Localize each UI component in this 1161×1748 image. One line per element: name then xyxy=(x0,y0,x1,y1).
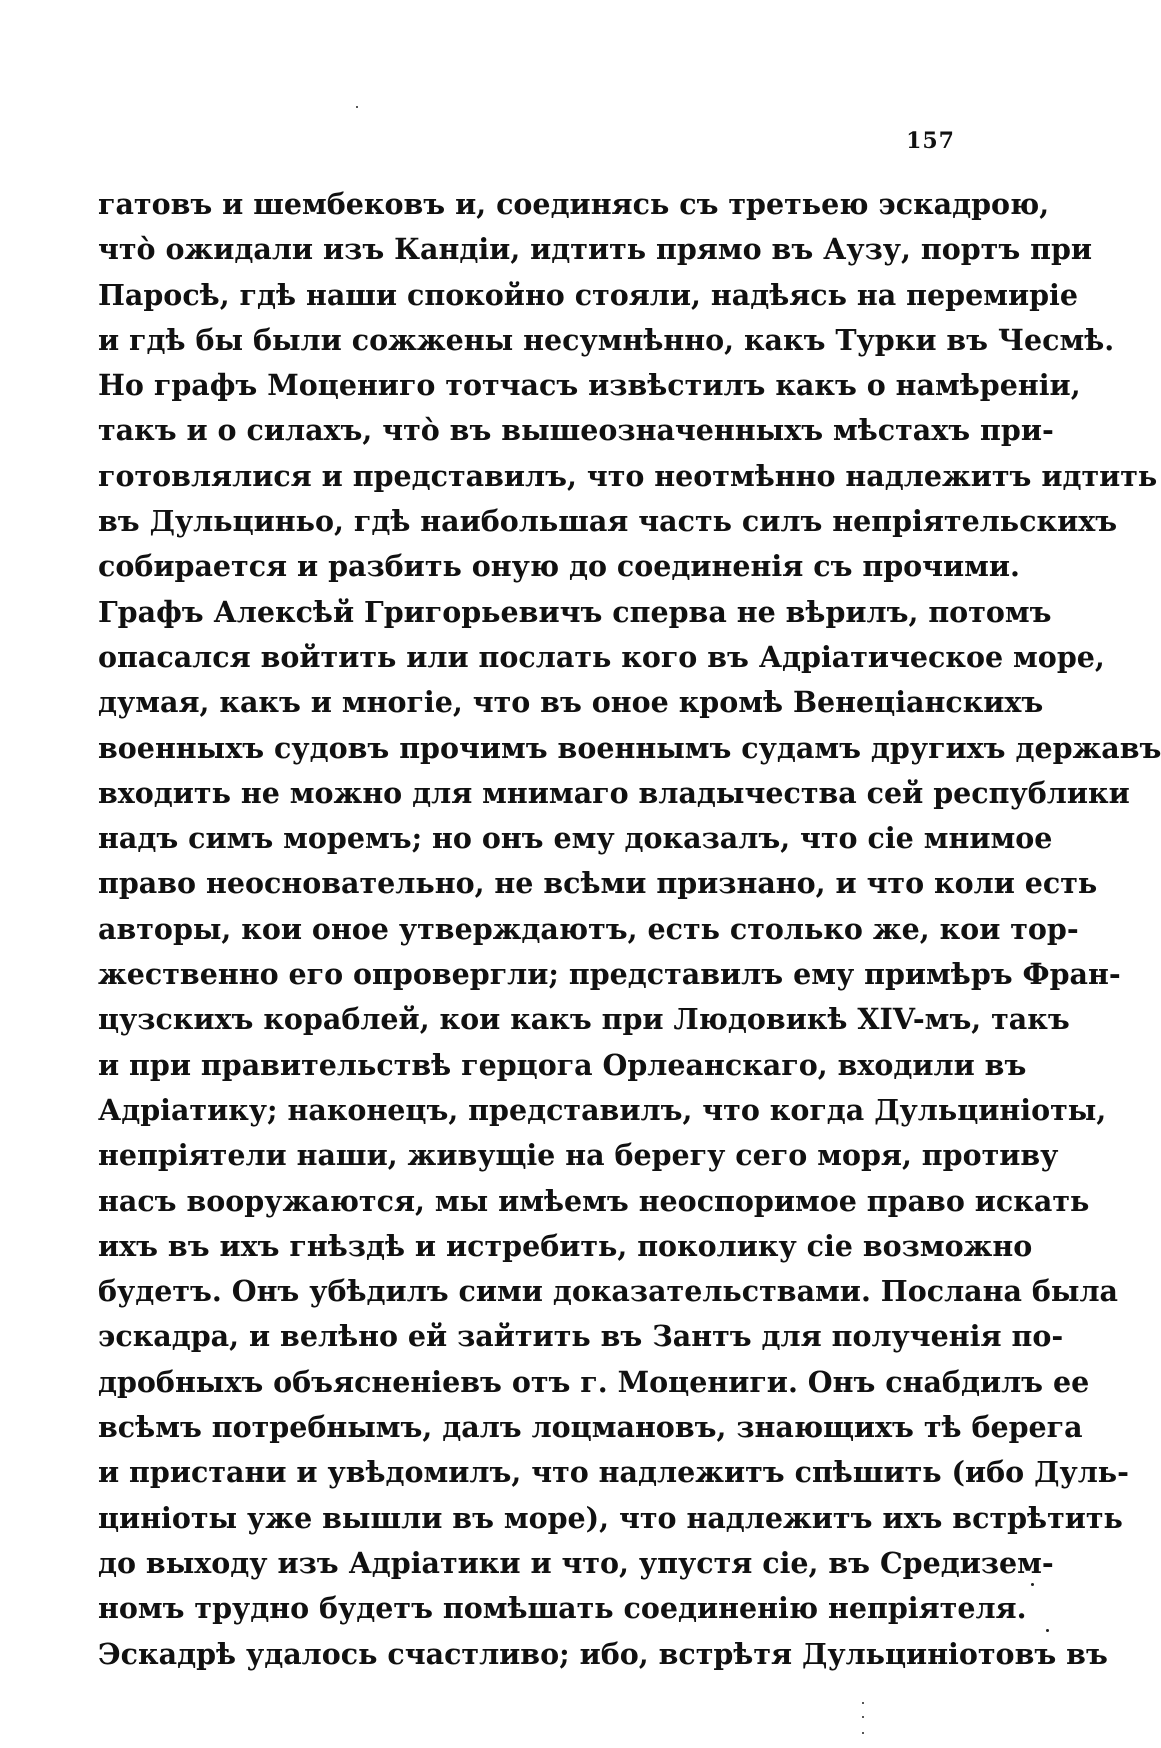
text-line: готовлялися и представилъ, что неотмѣнно надлежитъ идтить xyxy=(98,458,1158,493)
text-line: собирается и разбить оную до соединенія съ прочими. xyxy=(98,549,1020,584)
text-line: до выходу изъ Адріатики и что, упустя сіе, въ Средизем- xyxy=(98,1545,1054,1580)
text-line: будетъ. Онъ убѣдилъ сими доказательствами. Послана была xyxy=(98,1274,1119,1309)
text-line: Адріатику; наконецъ, представилъ, что когда Дульциніоты, xyxy=(98,1092,1107,1127)
text-line: Но графъ Моцениго тотчасъ извѣстилъ какъ о намѣреніи, xyxy=(98,368,1081,403)
text-line: непріятели наши, живущіе на берегу сего моря, противу xyxy=(98,1138,1059,1173)
text-line: гатовъ и шембековъ и, соединясь съ третьею эскадрою, xyxy=(98,187,1050,221)
scan-speck xyxy=(1046,1629,1049,1632)
body-text xyxy=(98,182,1161,1677)
text-line: цузскихъ кораблей, кои какъ при Людовикѣ XIV-мъ, такъ xyxy=(98,1002,1070,1037)
text-line: циніоты уже вышли въ море), что надлежитъ ихъ встрѣтить xyxy=(98,1500,1123,1535)
text-line: входить не можно для мнимаго владычества сей республики xyxy=(98,775,1130,810)
text-line: военныхъ судовъ прочимъ военнымъ судамъ другихъ державъ xyxy=(98,730,1161,765)
text-line: Эскадрѣ удалось счастливо; ибо, встрѣтя Дульциніотовъ въ xyxy=(98,1636,1108,1671)
text-line: всѣмъ потребнымъ, далъ лоцмановъ, знающихъ тѣ берега xyxy=(98,1410,1083,1445)
text-line: эскадра, и велѣно ей зайтить въ Зантъ для полученія по- xyxy=(98,1319,1064,1354)
text-line: ихъ въ ихъ гнѣздѣ и истребить, поколику сіе возможно xyxy=(98,1228,1033,1263)
text-line: Графъ Алексѣй Григорьевичъ сперва не вѣрилъ, потомъ xyxy=(98,594,1052,629)
text-line: и пристани и увѣдомилъ, что надлежитъ спѣшить (ибо Дуль- xyxy=(98,1455,1129,1490)
scan-speck xyxy=(356,106,358,108)
text-line: жественно его опровергли; представилъ ему примѣръ Фран- xyxy=(98,957,1121,992)
text-line: опасался войтить или послать кого въ Адріатическое море, xyxy=(98,639,1105,674)
text-line: думая, какъ и многіе, что въ оное кромѣ Венеціанскихъ xyxy=(98,685,1044,720)
text-line: номъ трудно будетъ помѣшать соединенію непріятеля. xyxy=(98,1591,1027,1626)
text-line: насъ вооружаются, мы имѣемъ неоспоримое право искать xyxy=(98,1183,1090,1218)
text-line: и при правительствѣ герцога Орлеанскаго, входили въ xyxy=(98,1047,1027,1082)
text-line: и гдѣ бы были сожжены несумнѣнно, какъ Турки въ Чесмѣ. xyxy=(98,322,1115,357)
text-line: Паросѣ, гдѣ наши спокойно стояли, надѣясь на перемиріе xyxy=(98,277,1079,312)
page-number: 157 xyxy=(906,128,955,154)
scan-speck xyxy=(862,1732,864,1734)
scan-speck xyxy=(862,1702,864,1704)
text-line: авторы, кои оное утверждаютъ, есть столько же, кои тор- xyxy=(98,911,1079,946)
text-line: въ Дульциньо, гдѣ наибольшая часть силъ непріятельскихъ xyxy=(98,504,1118,539)
text-line: право неосновательно, не всѣми признано, и что коли есть xyxy=(98,866,1098,901)
text-line: дробныхъ объясненіевъ отъ г. Моцениги. Онъ снабдилъ ее xyxy=(98,1364,1090,1399)
text-line: надъ симъ моремъ; но онъ ему доказалъ, что сіе мнимое xyxy=(98,821,1053,856)
scan-speck xyxy=(1031,1583,1034,1586)
text-line: чтò ожидали изъ Кандіи, идтить прямо въ Аузу, портъ при xyxy=(98,232,1093,267)
text-line: такъ и о силахъ, чтò въ вышеозначенныхъ мѣстахъ при- xyxy=(98,413,1054,448)
scan-speck xyxy=(862,1716,864,1718)
